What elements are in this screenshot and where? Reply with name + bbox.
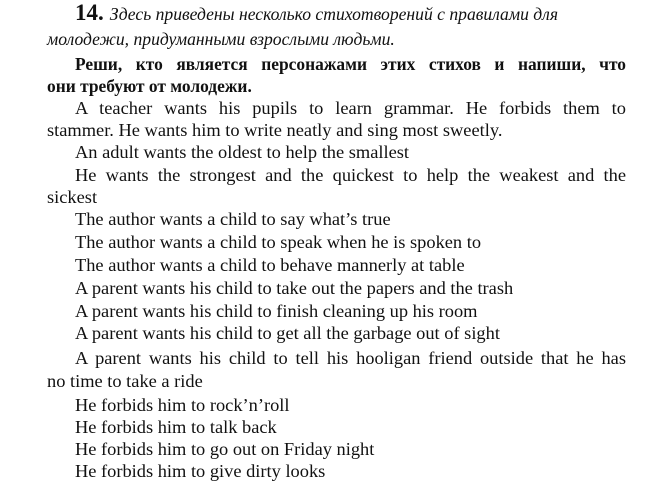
text-line: An adult wants the oldest to help the smallest [75,142,410,162]
text-line: The author wants a child to behave mannerly at table [75,255,465,275]
text-line: He wants the strongest and the quickest to help the weakest and the [75,165,626,185]
text-line: stammer. He wants him to write neatly and sing most sweetly. [47,120,503,140]
text-line: The author wants a child to say what’s true [75,209,391,229]
text-line: A teacher wants his pupils to learn grammar. He forbids them to [75,98,626,118]
text-line: A parent wants his child to get all the garbage out of sight [75,323,500,343]
exercise-intro-line-2: молодежи, придуманными взрослыми людьми. [47,29,395,49]
text-line: no time to take a ride [47,371,203,391]
text-line: He forbids him to talk back [75,417,277,437]
exercise-intro-line-1: Здесь приведены несколько стихотворений с правилами для [109,4,559,24]
task-line-2: они требуют от молодежи. [47,76,252,96]
text-line: The author wants a child to speak when he is spoken to [75,232,482,252]
text-line: A parent wants his child to tell his hooligan friend outside that he has [75,348,626,368]
exercise-heading [75,2,635,25]
text-line: A parent wants his child to take out the papers and the trash [75,278,514,298]
exercise-number: 14. [75,0,104,25]
text-line: He forbids him to give dirty looks [75,461,326,481]
text-line: sickest [47,187,98,207]
text-line: A parent wants his child to finish cleaning up his room [75,301,478,321]
text-line: He forbids him to go out on Friday night [75,439,375,459]
text-line: He forbids him to rock’n’roll [75,395,290,415]
task-line-1: Реши, кто является персонажами этих стихов и напиши, что [75,54,626,74]
